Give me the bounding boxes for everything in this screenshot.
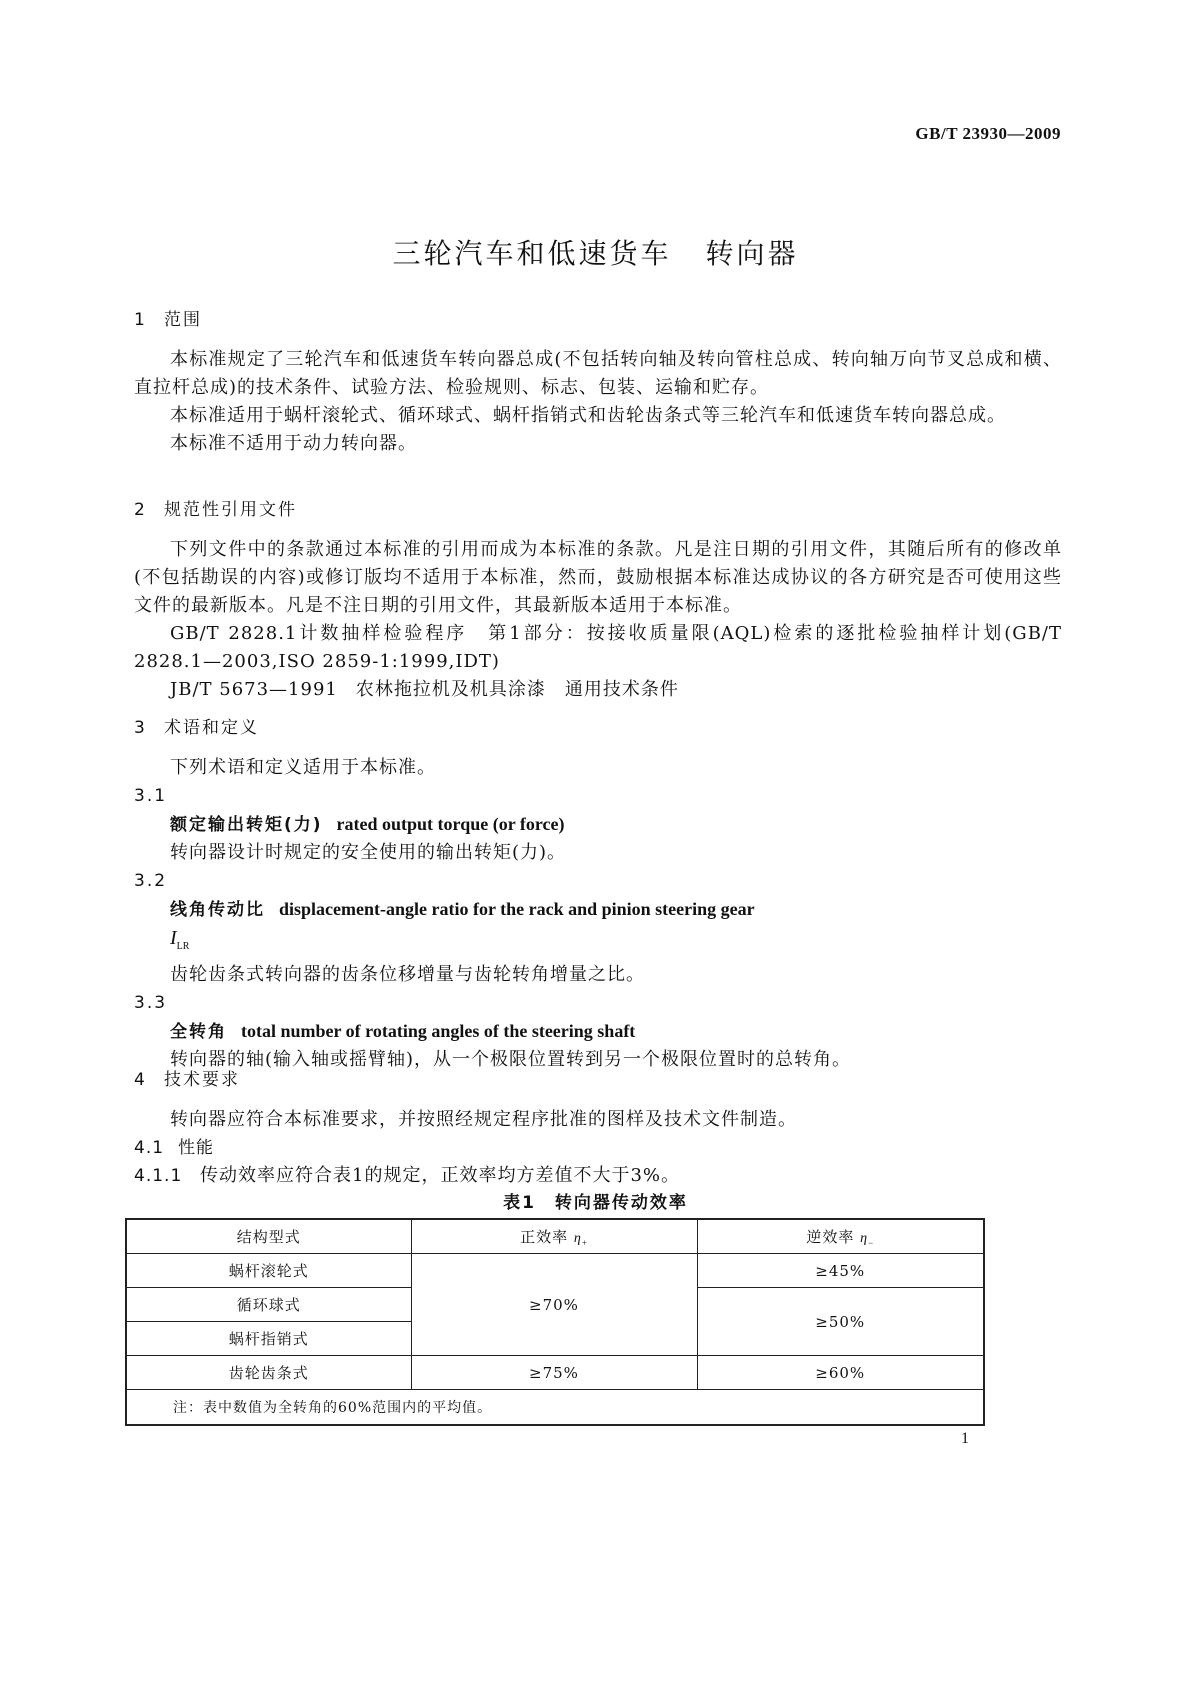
- paragraph: 下列文件中的条款通过本标准的引用而成为本标准的条款。凡是注日期的引用文件，其随后所有的修改单(不包括勘误的内容)或修订版均不适用于本标准，然而，鼓励根据本标准达成协议的各方研究是否可使用这些文件的最新版本。凡是不注日期的引用文件，其最新版本适用于本标准。: [134, 539, 1062, 616]
- table-row: [126, 1254, 984, 1288]
- term-definition: 转向器设计时规定的安全使用的输出转矩(力)。: [170, 842, 567, 863]
- paragraph: 转向器应符合本标准要求，并按照经规定程序批准的图样及技术文件制造。: [170, 1109, 797, 1130]
- table-note-row: [126, 1390, 984, 1426]
- table-cell: 齿轮齿条式: [126, 1356, 411, 1390]
- page-number: 1: [961, 1430, 969, 1447]
- document-title: [0, 232, 1191, 272]
- table-header-cell: 结构型式: [126, 1219, 411, 1254]
- table-row: [126, 1356, 984, 1390]
- term-number: 3.1: [134, 786, 168, 806]
- paragraph: 本标准适用于蜗杆滚轮式、循环球式、蜗杆指销式和齿轮齿条式等三轮汽车和低速货车转向器总成。: [170, 405, 1006, 426]
- term-definition: 齿轮齿条式转向器的齿条位移增量与齿轮转角增量之比。: [170, 964, 645, 985]
- table-cell: ≥75%: [411, 1356, 697, 1390]
- table-title: 表1 转向器传动效率: [503, 1193, 688, 1213]
- clause: 4.1.1 传动效率应符合表1的规定，正效率均方差值不大于3%。: [134, 1165, 681, 1186]
- table-cell: 循环球式: [126, 1288, 411, 1322]
- paragraph: 本标准规定了三轮汽车和低速货车转向器总成(不包括转向轴及转向管柱总成、转向轴万向节叉总成和横、直拉杆总成)的技术条件、试验方法、检验规则、标志、包装、运输和贮存。: [134, 349, 1062, 398]
- subsection-heading: 4.1 性能: [134, 1138, 214, 1158]
- efficiency-table: [125, 1218, 985, 1426]
- term-title: 额定输出转矩(力) rated output torque (or force): [170, 814, 565, 835]
- table-cell: ≥45%: [697, 1254, 984, 1288]
- term-definition: 转向器的轴(输入轴或摇臂轴)，从一个极限位置转到另一个极限位置时的总转角。: [170, 1049, 852, 1070]
- table-header-cell: 正效率 $\eta_+$: [411, 1219, 697, 1254]
- table-cell: ≥70%: [411, 1254, 697, 1356]
- table-note: 注：表中数值为全转角的60%范围内的平均值。: [126, 1390, 984, 1426]
- table-cell: ≥60%: [697, 1356, 984, 1390]
- paragraph: 下列术语和定义适用于本标准。: [170, 757, 436, 778]
- title-part2: 转向器: [705, 237, 799, 270]
- section-heading: 3 术语和定义: [134, 718, 259, 738]
- table-header-row: [126, 1219, 984, 1254]
- reference-2: JB/T 5673—1991 农林拖拉机及机具涂漆 通用技术条件: [170, 679, 679, 700]
- term-number: 3.3: [134, 993, 168, 1013]
- table-cell: ≥50%: [697, 1288, 984, 1356]
- section-3: [134, 714, 1062, 1074]
- section-2: [134, 496, 1062, 704]
- paragraph: 本标准不适用于动力转向器。: [170, 433, 417, 454]
- section-1: [134, 306, 1062, 458]
- table-header-cell: 逆效率 $\eta_-$: [697, 1219, 984, 1254]
- section-4: [134, 1066, 1062, 1190]
- section-heading: 4 技术要求: [134, 1070, 240, 1090]
- table-cell: 蜗杆滚轮式: [126, 1254, 411, 1288]
- table-cell: 蜗杆指销式: [126, 1322, 411, 1356]
- term-title: 线角传动比 displacement-angle ratio for the rack and pinion steering gear: [170, 899, 755, 920]
- section-heading: 1 范围: [134, 310, 202, 330]
- title-part1: 三轮汽车和低速货车: [392, 237, 672, 270]
- term-symbol: $I_{LR}$: [170, 927, 190, 952]
- term-title: 全转角 total number of rotating angles of the steering shaft: [170, 1021, 636, 1042]
- standard-code: GB/T 23930—2009: [915, 124, 1061, 143]
- term-number: 3.2: [134, 871, 168, 891]
- section-heading: 2 规范性引用文件: [134, 500, 297, 520]
- reference-1: GB/T 2828.1计数抽样检验程序 第1部分：按接收质量限(AQL)检索的逐批检验抽样计划(GB/T 2828.1—2003,ISO 2859-1:1999,IDT): [134, 623, 1062, 672]
